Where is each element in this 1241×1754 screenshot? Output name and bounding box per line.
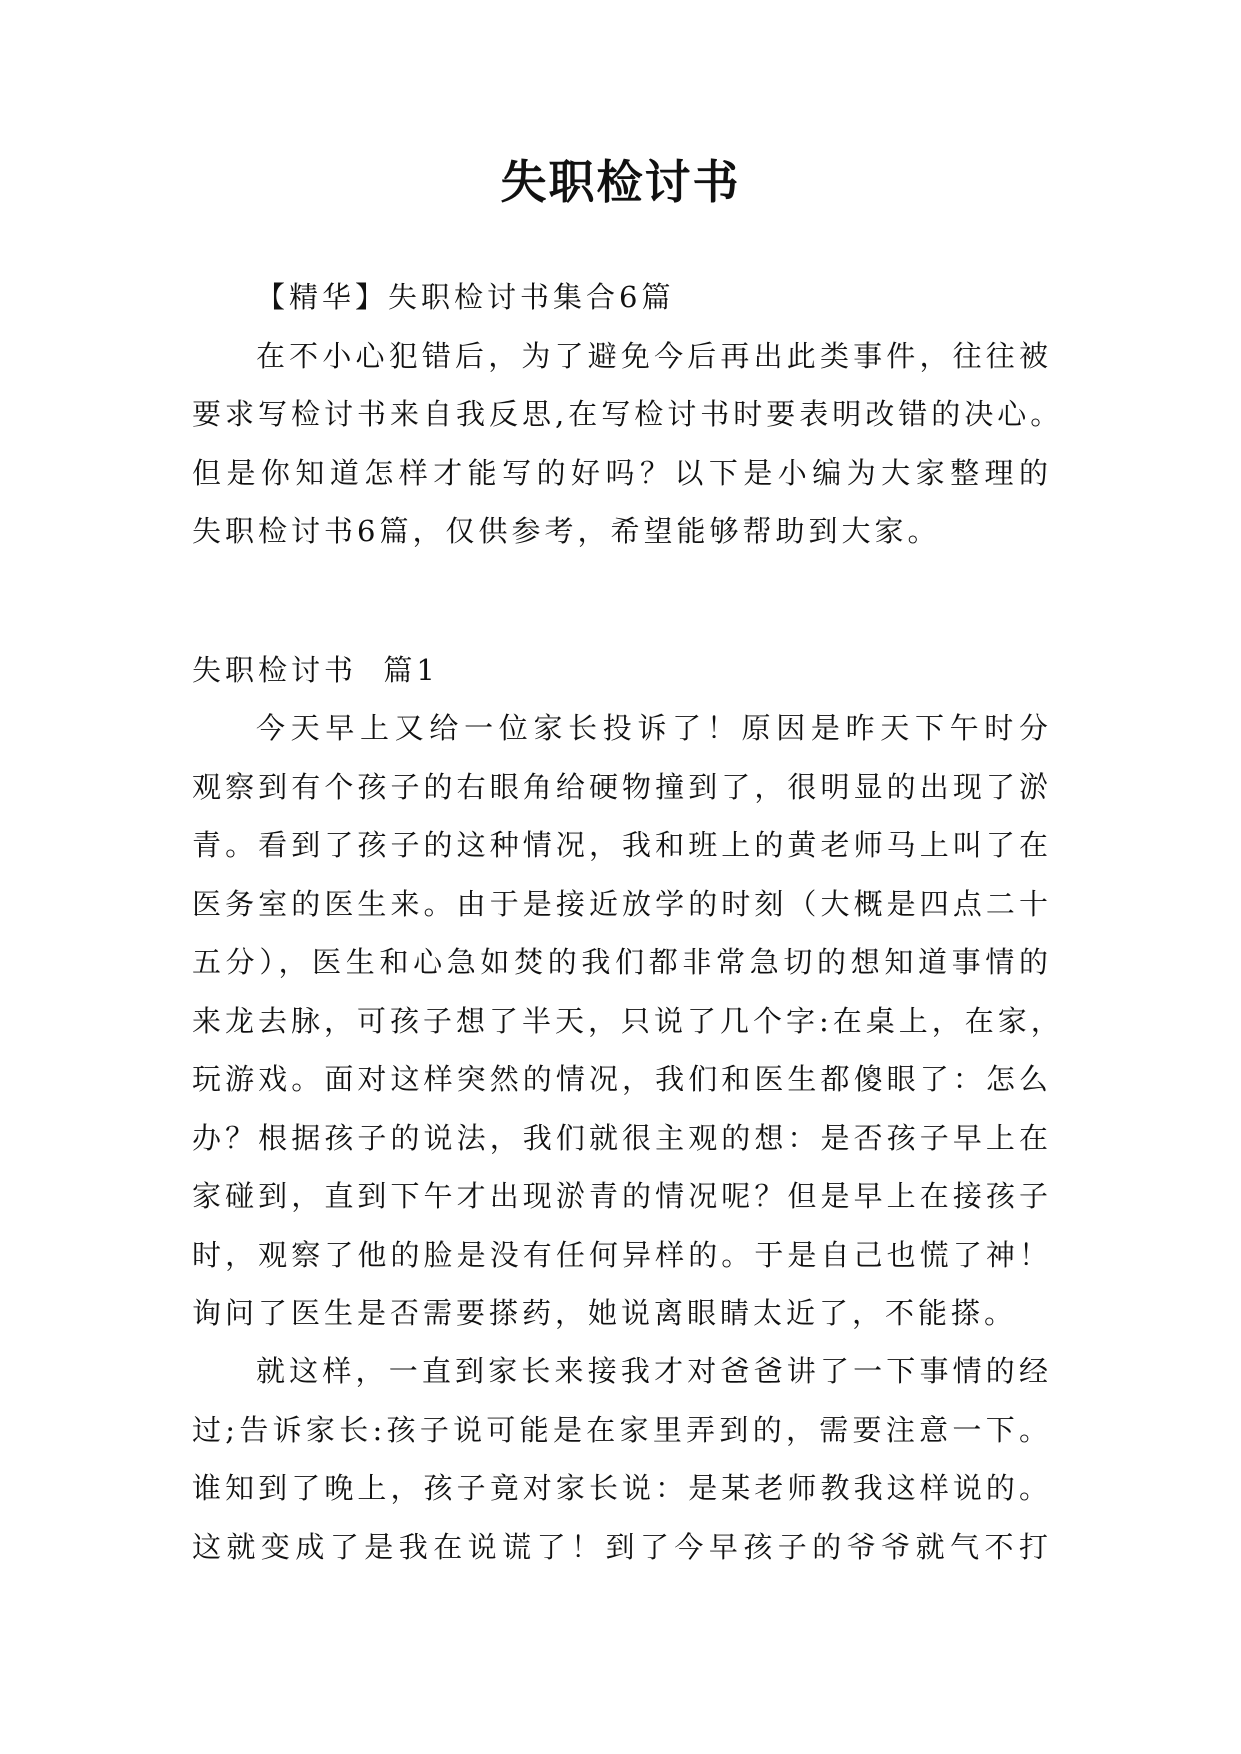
paragraph-line: 过;告诉家长:孩子说可能是在家里弄到的，需要注意一下。 [192,1412,1052,1447]
paragraph-line: 就这样，一直到家长来接我才对爸爸讲了一下事情的经 [256,1354,1052,1388]
paragraph-line: 来龙去脉，可孩子想了半天，只说了几个字:在桌上，在家， [192,1003,1064,1038]
section-heading: 失职检讨书 篇1 [192,653,439,687]
paragraph-line: 五分），医生和心急如焚的我们都非常急切的想知道事情的 [192,945,1052,979]
paragraph-2 [192,1342,1052,1576]
paragraph-line: 这就变成了是我在说谎了！到了今早孩子的爷爷就气不打 [192,1529,1052,1564]
paragraph-line: 医务室的医生来。由于是接近放学的时刻（大概是四点二十 [192,886,1052,921]
paragraph-line: 青。看到了孩子的这种情况，我和班上的黄老师马上叫了在 [192,828,1052,862]
intro-line: 但是你知道怎样才能写的好吗？以下是小编为大家整理的 [192,455,1052,490]
paragraph-line: 时，观察了他的脸是没有任何异样的。于是自己也慌了神！ [192,1237,1052,1272]
intro-line: 在不小心犯错后，为了避免今后再出此类事件，往往被 [256,338,1052,373]
paragraph-line: 玩游戏。面对这样突然的情况，我们和医生都傻眼了：怎么 [192,1062,1052,1096]
paragraph-line: 谁知到了晚上，孩子竟对家长说：是某老师教我这样说的。 [192,1471,1052,1505]
paragraph-line: 家碰到，直到下午才出现淤青的情况呢？但是早上在接孩子 [192,1179,1052,1213]
paragraph-line: 观察到有个孩子的右眼角给硬物撞到了，很明显的出现了淤 [192,769,1052,804]
intro-subtitle: 【精华】失职检讨书集合6篇 [256,280,675,314]
intro-block [192,268,1064,561]
intro-line: 失职检讨书6篇，仅供参考，希望能够帮助到大家。 [192,514,941,548]
paragraph-1 [192,699,1064,1343]
intro-line: 要求写检讨书来自我反思,在写检讨书时要表明改错的决心。 [192,397,1064,431]
paragraph-line: 办？根据孩子的说法，我们就很主观的想：是否孩子早上在 [192,1120,1052,1155]
paragraph-line: 询问了医生是否需要搽药，她说离眼睛太近了，不能搽。 [192,1296,1018,1330]
paragraph-line: 今天早上又给一位家长投诉了！原因是昨天下午时分 [256,711,1052,745]
document-title: 失职检讨书 [500,155,741,209]
